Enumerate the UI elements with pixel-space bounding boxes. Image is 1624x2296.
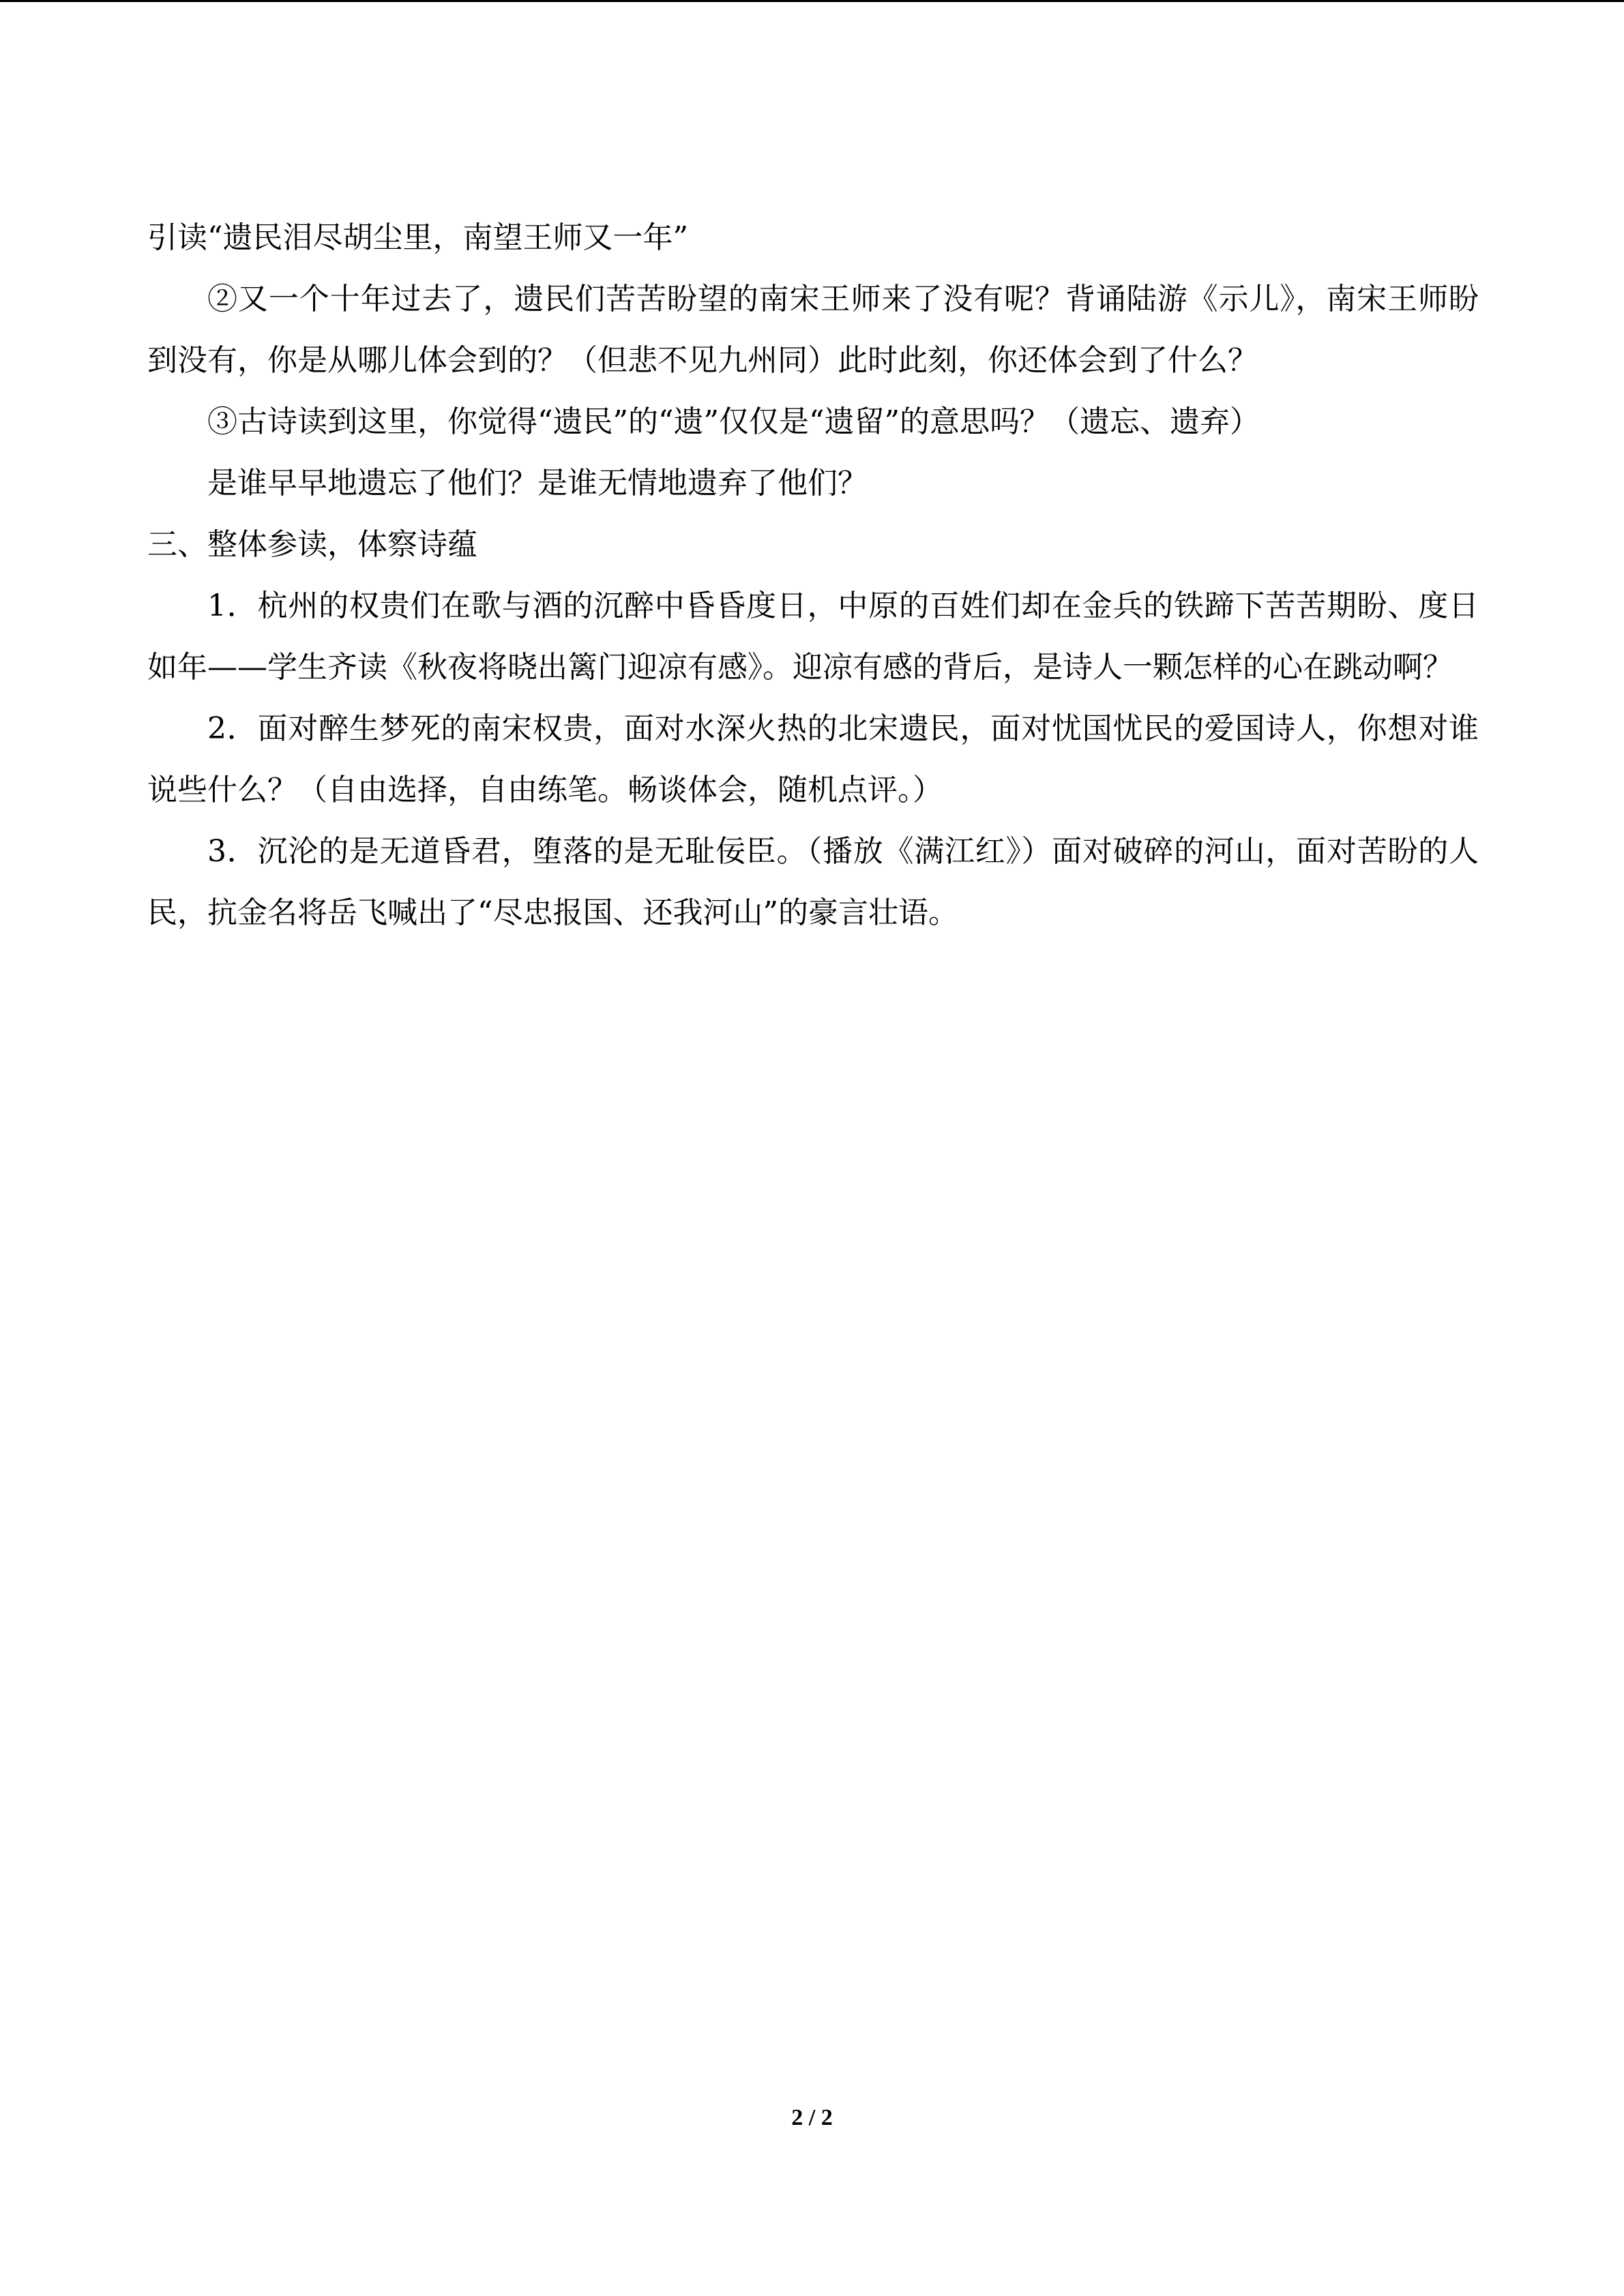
paragraph-shier-question: ②又一个十年过去了，遗民们苦苦盼望的南宋王师来了没有呢？背诵陆游《示儿》，南宋王师盼到没有，你是从哪儿体会到的？（但悲不见九州同）此时此刻，你还体会到了什么？: [147, 282, 1479, 378]
page-number: 2 / 2: [791, 2105, 833, 2130]
list-item-2: 2．面对醉生梦死的南宋权贵，面对水深火热的北宋遗民，面对忧国忧民的爱国诗人，你想对谁说些什么？（自由选择，自由练笔。畅谈体会，随机点评。）: [147, 711, 1479, 807]
paragraph-who-forgot: 是谁早早地遗忘了他们？是谁无情地遗弃了他们？: [207, 466, 868, 501]
paragraph-guided-reading-quote: 引读“遗民泪尽胡尘里，南望王师又一年”: [147, 220, 688, 255]
paragraph-yimin-meaning: ③古诗读到这里，你觉得“遗民”的“遗”仅仅是“遗留”的意思吗？（遗忘、遗弃）: [207, 404, 1260, 439]
section-heading-three: 三、整体参读，体察诗蕴: [147, 527, 477, 562]
list-item-1: 1．杭州的权贵们在歌与酒的沉醉中昏昏度日，中原的百姓们却在金兵的铁蹄下苦苦期盼、度日如年——学生齐读《秋夜将晓出篱门迎凉有感》。迎凉有感的背后，是诗人一颗怎样的心在跳动啊？: [147, 588, 1479, 685]
list-item-3: 3．沉沦的是无道昏君，堕落的是无耻佞臣。（播放《满江红》）面对破碎的河山，面对苦盼的人民，抗金名将岳飞喊出了“尽忠报国、还我河山”的豪言壮语。: [147, 834, 1479, 930]
document-body: [147, 207, 1479, 944]
page-top-border: [0, 0, 1624, 2]
